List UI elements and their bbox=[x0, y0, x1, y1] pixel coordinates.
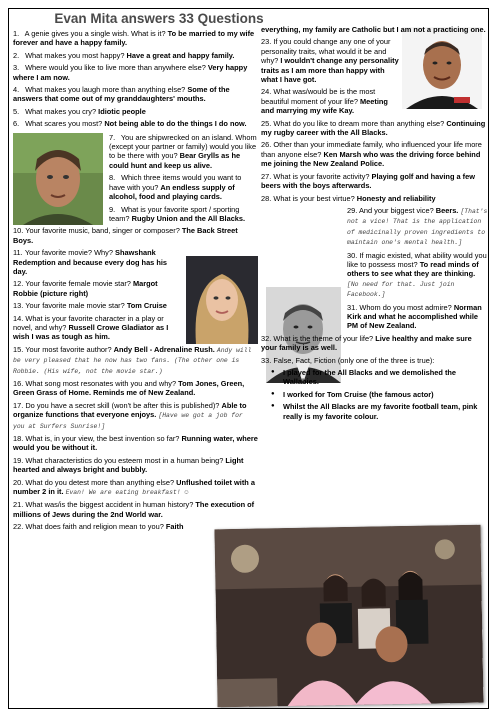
fact-fiction-item: ● Whilst the All Blacks are my favorite football team, pink really is my favorite colour. bbox=[271, 402, 488, 421]
page bbox=[8, 8, 489, 709]
question-20: 20. What do you detest more than anything else? Unflushed toilet with a number 2 in it. Evan! We are eating breakfast! ☺ bbox=[13, 477, 255, 497]
question-25: 25. What do you like to dream more than anything else? Continuing my rugby career with the All Blacks. bbox=[261, 118, 486, 138]
question-23: 23. If you could change any one of your personality traits, what would it be and why? I wouldn't change any personality traits as I am more than happy with what I have got. bbox=[261, 37, 399, 85]
question-22: 22. What does faith and religion mean to you? Faith bbox=[13, 522, 184, 532]
question-12: 12. Your favorite female movie star? Margot Robbie (picture right) bbox=[13, 279, 158, 298]
question-19: 19. What characteristics do you esteem most in a human being? Light hearted and always bright and bubbly. bbox=[13, 455, 244, 475]
fact-fiction-item: ● I worked for Tom Cruise (the famous actor) bbox=[271, 390, 488, 399]
question-21: 21. What was/is the biggest accident in human history? The execution of millions of Jews during the 2nd World war. bbox=[13, 500, 255, 519]
left-column bbox=[13, 29, 258, 535]
question-27: 27. What is your favorite activity? Playing golf and having a few beers with the boys afterwards. bbox=[261, 171, 475, 191]
question-28: 28. What is your best virtue? Honesty and reliability bbox=[261, 193, 436, 203]
question-33: 33. False, Fact, Fiction (only one of the three is true): bbox=[261, 355, 435, 365]
question-6: 6. What scares you most? Not being able to do the things I do now. bbox=[13, 119, 247, 129]
page-title: Evan Mita answers 33 Questions bbox=[54, 11, 264, 26]
question-14: 14. What is your favorite character in a play or novel, and why? Russell Crowe Gladiator as I wish I was as tough as him. bbox=[13, 313, 169, 342]
question-7: 7. You are shipwrecked on an island. Whom (except your partner or family) would you like to be there with you? Bear Grylls as he could hunt and keep us alive. bbox=[109, 132, 257, 170]
question-32: 32. What is the theme of your life? Live healthy and make sure your family is as well. bbox=[261, 333, 472, 353]
question-16: 16. What song most resonates with you and why? Tom Jones, Green, Green Grass of Home. Reminds me of New Zealand. bbox=[13, 379, 245, 398]
question-13: 13. Your favorite male movie star? Tom Cruise bbox=[13, 301, 167, 311]
question-18: 18. What is, in your view, the best invention so far? Running water, where would you be without it. bbox=[13, 434, 258, 453]
question-22-cont: everything, my family are Catholic but I am not a practicing one. bbox=[261, 25, 486, 34]
margot-robbie-photo bbox=[186, 256, 258, 344]
question-5: 5. What makes you cry? Idiotic people bbox=[13, 106, 146, 116]
question-9: 9. What is your favorite sport / sporting team? Rugby Union and the All Blacks. bbox=[109, 204, 246, 223]
right-column bbox=[261, 25, 488, 424]
family-photo bbox=[214, 525, 483, 708]
question-4: 4. What makes you laugh more than anything else? Some of the answers that come out of my granddaughters' mouths. bbox=[13, 85, 230, 104]
question-11: 11. Your favorite movie? Why? Shawshank Redemption and because every dog has his day. bbox=[13, 248, 168, 276]
question-1: 1. A genie gives you a single wish. What is it? To be married to my wife forever and have a happy family. bbox=[13, 29, 255, 48]
question-10: 10. Your favorite music, band, singer or composer? The Back Street Boys. bbox=[13, 226, 238, 245]
fact-fiction-item: ● I played for the All Blacks and we demolished the Wallabies. bbox=[271, 368, 488, 387]
question-2: 2. What makes you most happy? Have a great and happy family. bbox=[13, 50, 235, 60]
fact-fiction-list bbox=[261, 368, 488, 421]
question-30: 30. If magic existed, what ability would you like to possess most? To read minds of others to see what they are thinking. [No need for that. Just join Facebook.] bbox=[347, 250, 487, 299]
question-24: 24. What was/would be is the most beautiful moment of your life? Meeting and marrying my wife Kay. bbox=[261, 87, 388, 116]
question-15: 15. Your most favorite author? Andy Bell - Adrenaline Rush. Andy will be very pleased that he now has two fans. (The other one is Robbie. (His wife, not the movie star.) bbox=[13, 344, 252, 375]
question-17: 17. Do you have a secret skill (won't be after this is published)? Able to organize functions that everyone enjoys. [Have we got a job for you at Surfers Sunrise!] bbox=[13, 400, 247, 430]
question-31: 31. Whom do you most admire? Norman Kirk and what he accomplished while PM of New Zealand. bbox=[347, 302, 482, 331]
question-26: 26. Other than your immediate family, who influenced your life more than anyone else? Ken Marsh who was the driving force behind me joining the New Zealand Police. bbox=[261, 140, 482, 169]
question-3: 3. Where would you like to live more than anywhere else? Very happy where I am now. bbox=[13, 63, 248, 82]
question-8: 8. Which three items would you want to have with you? An endless supply of alcohol, food and playing cards. bbox=[109, 173, 242, 202]
question-29: 29. And your biggest vice? Beers. [That's not a vice! That is the application of medicinally proven ingredients to maintain one's mental health.] bbox=[347, 205, 488, 247]
bear-grylls-photo bbox=[13, 133, 103, 225]
